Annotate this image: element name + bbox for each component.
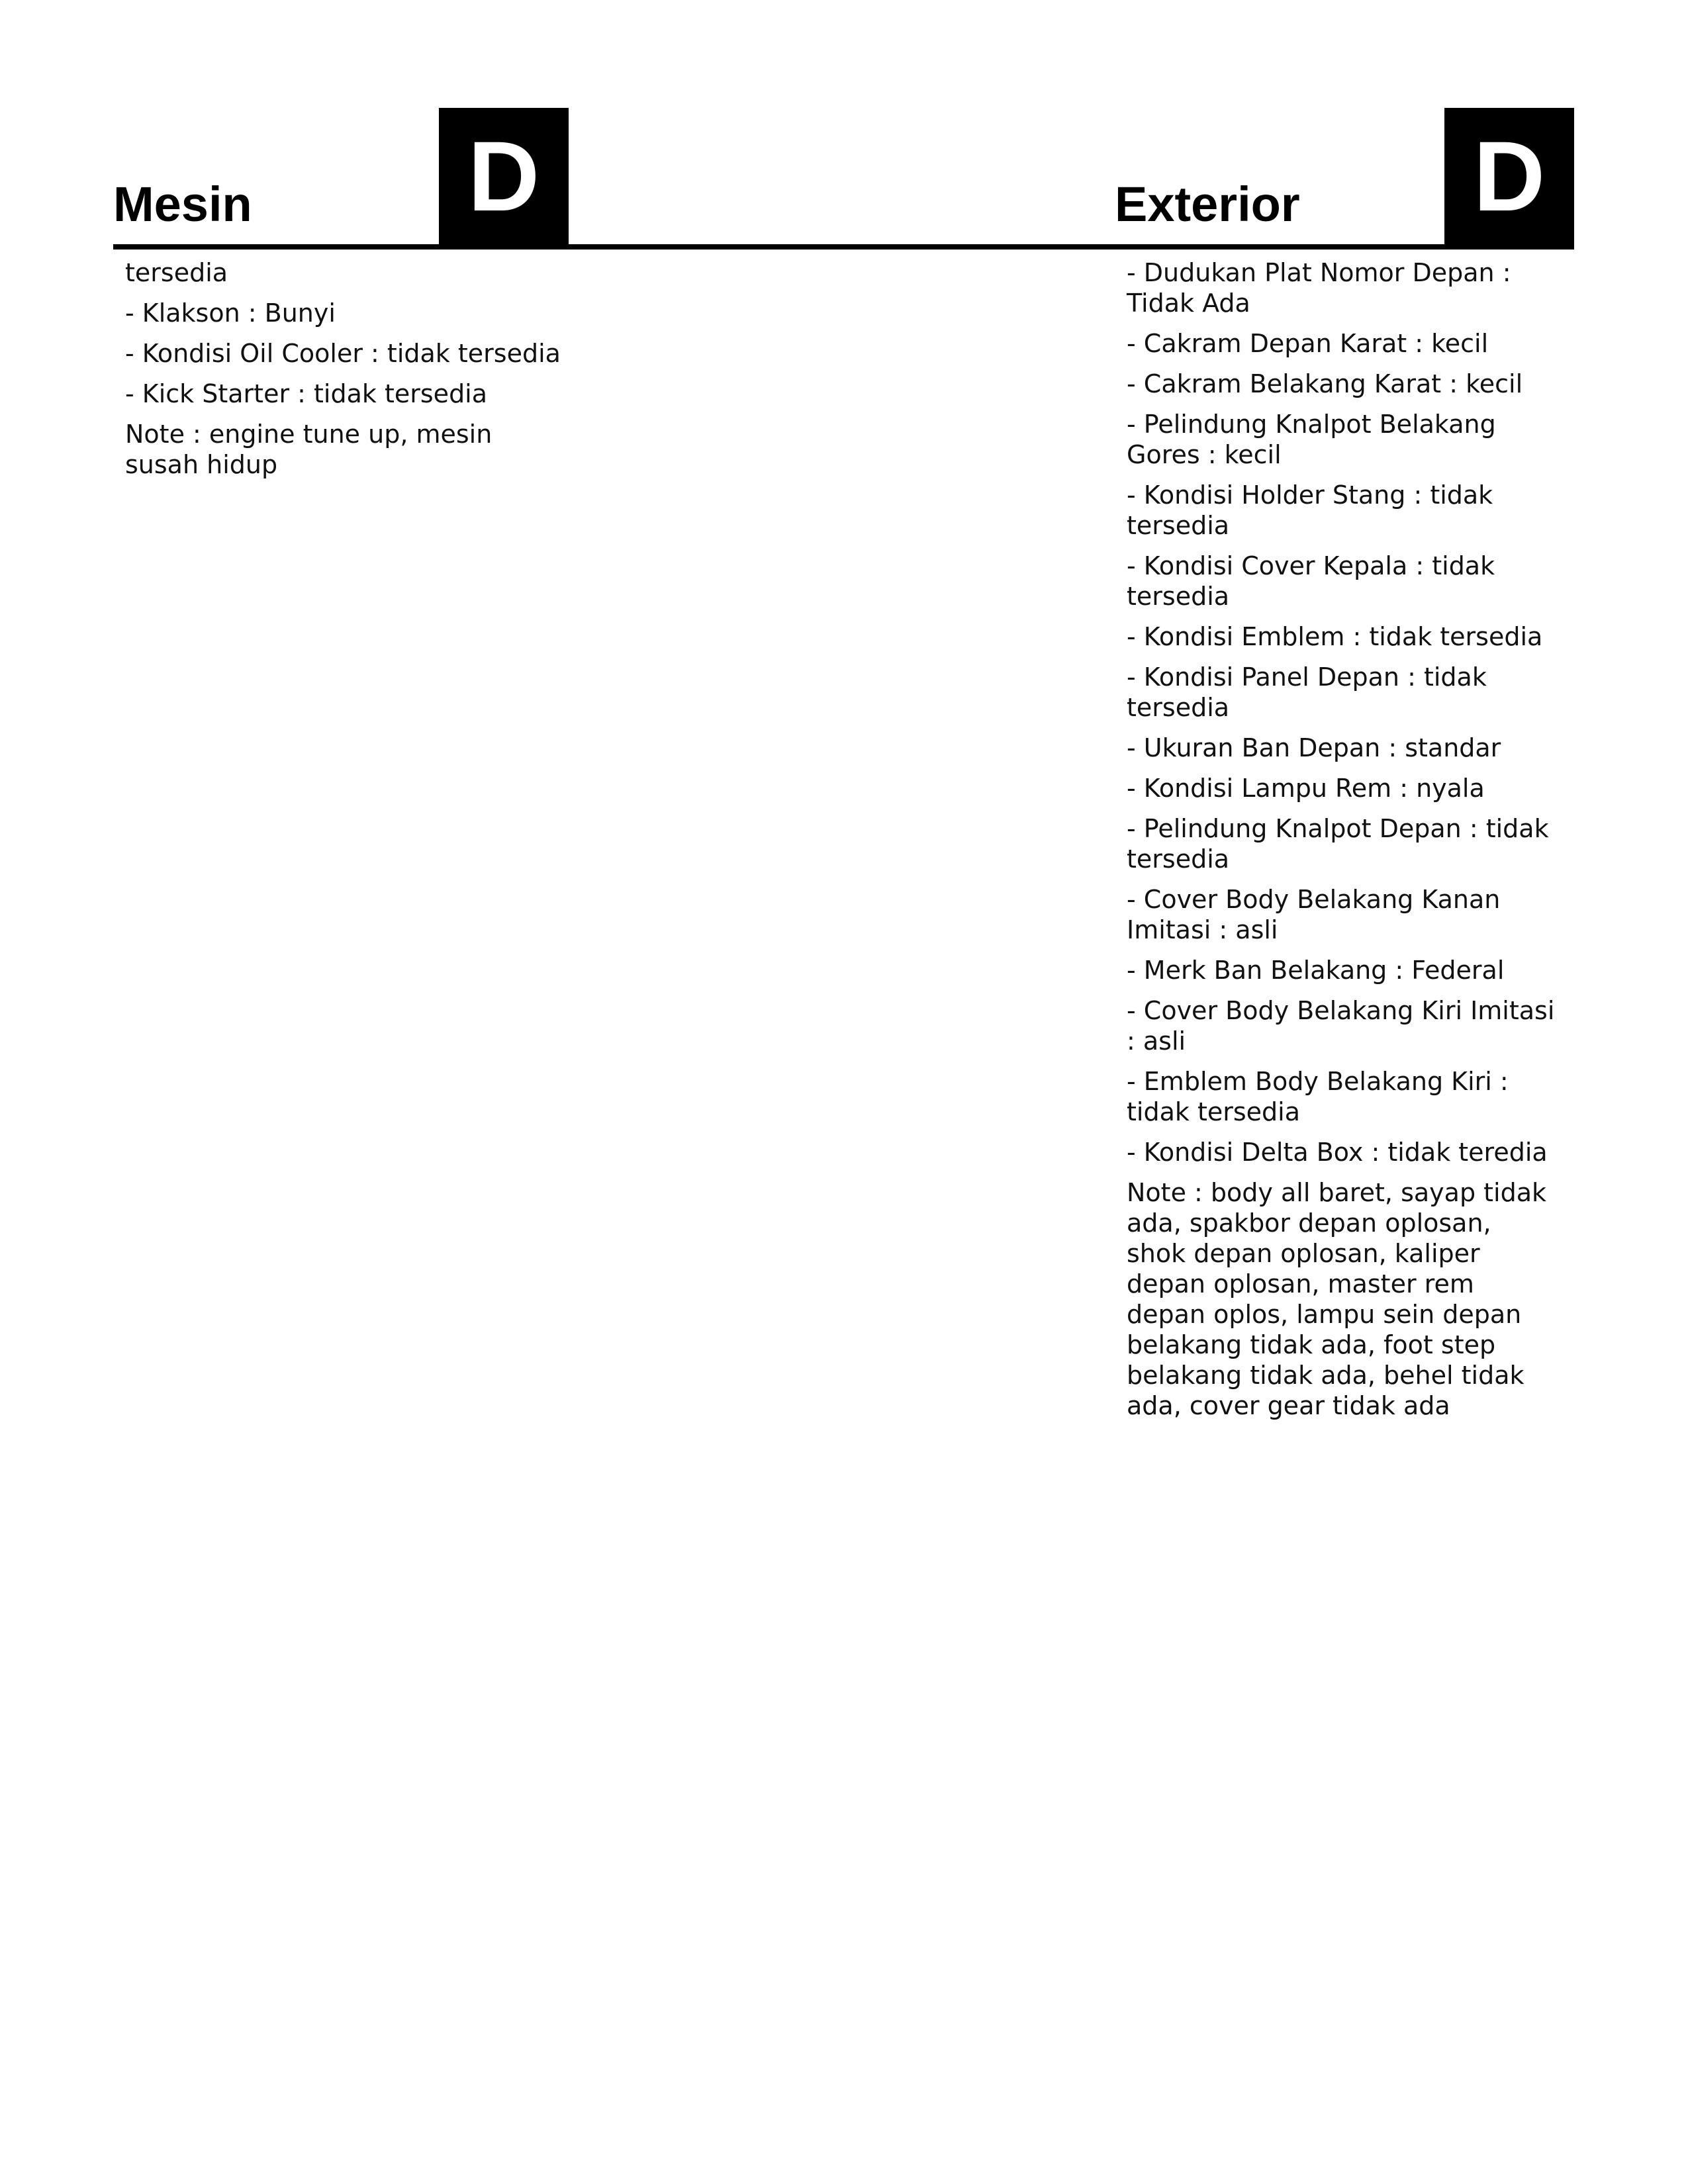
- list-item: - Kondisi Delta Box : tidak teredia: [1127, 1138, 1548, 1167]
- list-item: - Kondisi Holder Stang : tidak tersedia: [1127, 480, 1493, 540]
- grade-badge-exterior: [1444, 108, 1574, 244]
- grade-letter-exterior: D: [1473, 120, 1546, 232]
- list-item: - Klakson : Bunyi: [125, 298, 336, 328]
- grade-letter-mesin: D: [467, 120, 540, 232]
- list-item: - Cakram Depan Karat : kecil: [1127, 329, 1489, 358]
- mesin-note-item: [125, 419, 562, 480]
- mesin-note: Note : engine tune up, mesin susah hidup: [125, 420, 492, 479]
- section-title-mesin: Mesin: [113, 177, 252, 232]
- list-item: - Kondisi Panel Depan : tidak tersedia: [1127, 662, 1487, 722]
- list-item: - Kondisi Emblem : tidak tersedia: [1127, 622, 1543, 651]
- list-item: - Kondisi Lampu Rem : nyala: [1127, 774, 1485, 803]
- list-item: - Pelindung Knalpot Depan : tidak tersedia: [1127, 814, 1549, 874]
- exterior-item-list: [1127, 257, 1557, 1431]
- list-item: tersedia: [125, 258, 228, 287]
- exterior-note-item: [1127, 1177, 1557, 1421]
- list-item: - Cover Body Belakang Kanan Imitasi : asli: [1127, 885, 1501, 944]
- list-item: - Ukuran Ban Depan : standar: [1127, 733, 1501, 762]
- list-item: - Kick Starter : tidak tersedia: [125, 379, 488, 408]
- exterior-note: Note : body all baret, sayap tidak ada, spakbor depan oplosan, shok depan oplosan, kaliper depan oplosan, master rem depan oplos, lampu sein depan belakang tidak ada, foot step belakang tidak ada, behel tidak ada, cover gear tidak ada: [1127, 1178, 1547, 1420]
- section-title-exterior: Exterior: [1115, 177, 1300, 232]
- mesin-item-list: [125, 257, 562, 490]
- grade-badge-mesin: [439, 108, 569, 244]
- list-item: - Kondisi Cover Kepala : tidak tersedia: [1127, 551, 1495, 611]
- list-item: - Merk Ban Belakang : Federal: [1127, 956, 1505, 985]
- list-item: - Kondisi Oil Cooler : tidak tersedia: [125, 339, 561, 368]
- list-item: - Dudukan Plat Nomor Depan : Tidak Ada: [1127, 258, 1511, 318]
- list-item: - Pelindung Knalpot Belakang Gores : kecil: [1127, 410, 1496, 469]
- list-item: - Cover Body Belakang Kiri Imitasi : asli: [1127, 996, 1555, 1056]
- list-item: - Cakram Belakang Karat : kecil: [1127, 369, 1523, 398]
- list-item: - Emblem Body Belakang Kiri : tidak tersedia: [1127, 1067, 1509, 1126]
- header-divider: [113, 244, 1574, 250]
